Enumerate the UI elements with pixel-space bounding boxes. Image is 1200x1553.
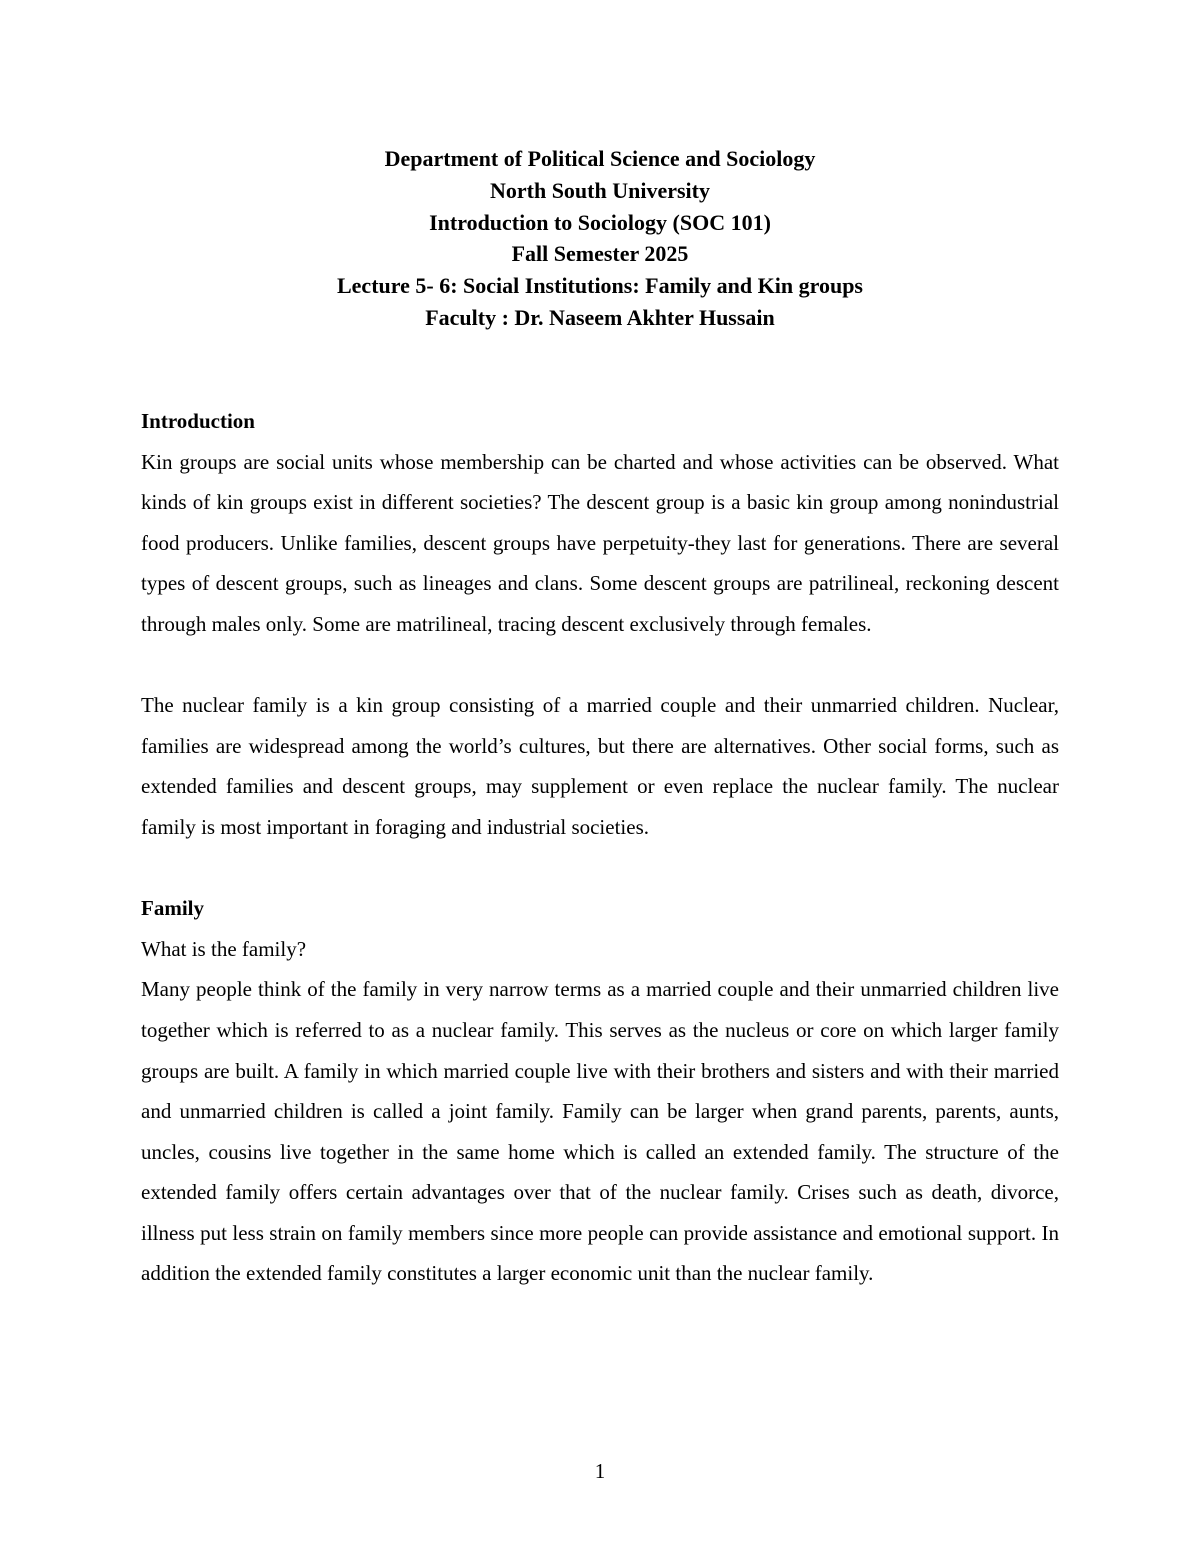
university-title: North South University — [489, 177, 710, 203]
document-body — [141, 401, 1059, 1294]
family-paragraph-1: Many people think of the family in very narrow terms as a married couple and their unmarried children live together which is referred to as a nuclear family. This serves as the nucleus or core on which larger family groups are built. A family in which married couple live with their brothers and sisters and with their married and unmarried children is called a joint family. Family can be larger when grand parents, parents, aunts, uncles, cousins live together in the same home which is called an extended family. The structure of the extended family offers certain advantages over that of the nuclear family. Crises such as death, divorce, illness put less strain on family members since more people can provide assistance and emotional support. In addition the extended family constitutes a larger economic unit than the nuclear family. — [141, 977, 1059, 1286]
paragraph-spacer — [141, 645, 1059, 686]
document-header — [0, 143, 1200, 334]
introduction-paragraph-1: Kin groups are social units whose membership can be charted and whose activities can be observed. What kinds of kin groups exist in different societies? The descent group is a basic kin group among nonindustrial food producers. Unlike families, descent groups have perpetuity-they last for generations. There are several types of descent groups, such as lineages and clans. Some descent groups are patrilineal, reckoning descent through males only. Some are matrilineal, tracing descent exclusively through females. — [141, 449, 1059, 636]
faculty-title: Faculty : Dr. Naseem Akhter Hussain — [425, 304, 775, 330]
paragraph-spacer — [141, 848, 1059, 889]
lecture-title: Lecture 5- 6: Social Institutions: Family and Kin groups — [336, 273, 863, 299]
semester-title: Fall Semester 2025 — [511, 241, 689, 267]
family-question: What is the family? — [141, 936, 307, 961]
course-title: Introduction to Sociology (SOC 101) — [429, 209, 771, 235]
introduction-heading: Introduction — [141, 409, 255, 433]
introduction-paragraph-2: The nuclear family is a kin group consisting of a married couple and their unmarried children. Nuclear, families are widespread among the world’s cultures, but there are alternatives. Other social forms, such as extended families and descent groups, may supplement or even replace the nuclear family. The nuclear family is most important in foraging and industrial societies. — [141, 693, 1059, 839]
family-heading: Family — [141, 896, 204, 921]
department-title: Department of Political Science and Sociology — [384, 146, 816, 171]
page-number: 1 — [594, 1459, 606, 1483]
